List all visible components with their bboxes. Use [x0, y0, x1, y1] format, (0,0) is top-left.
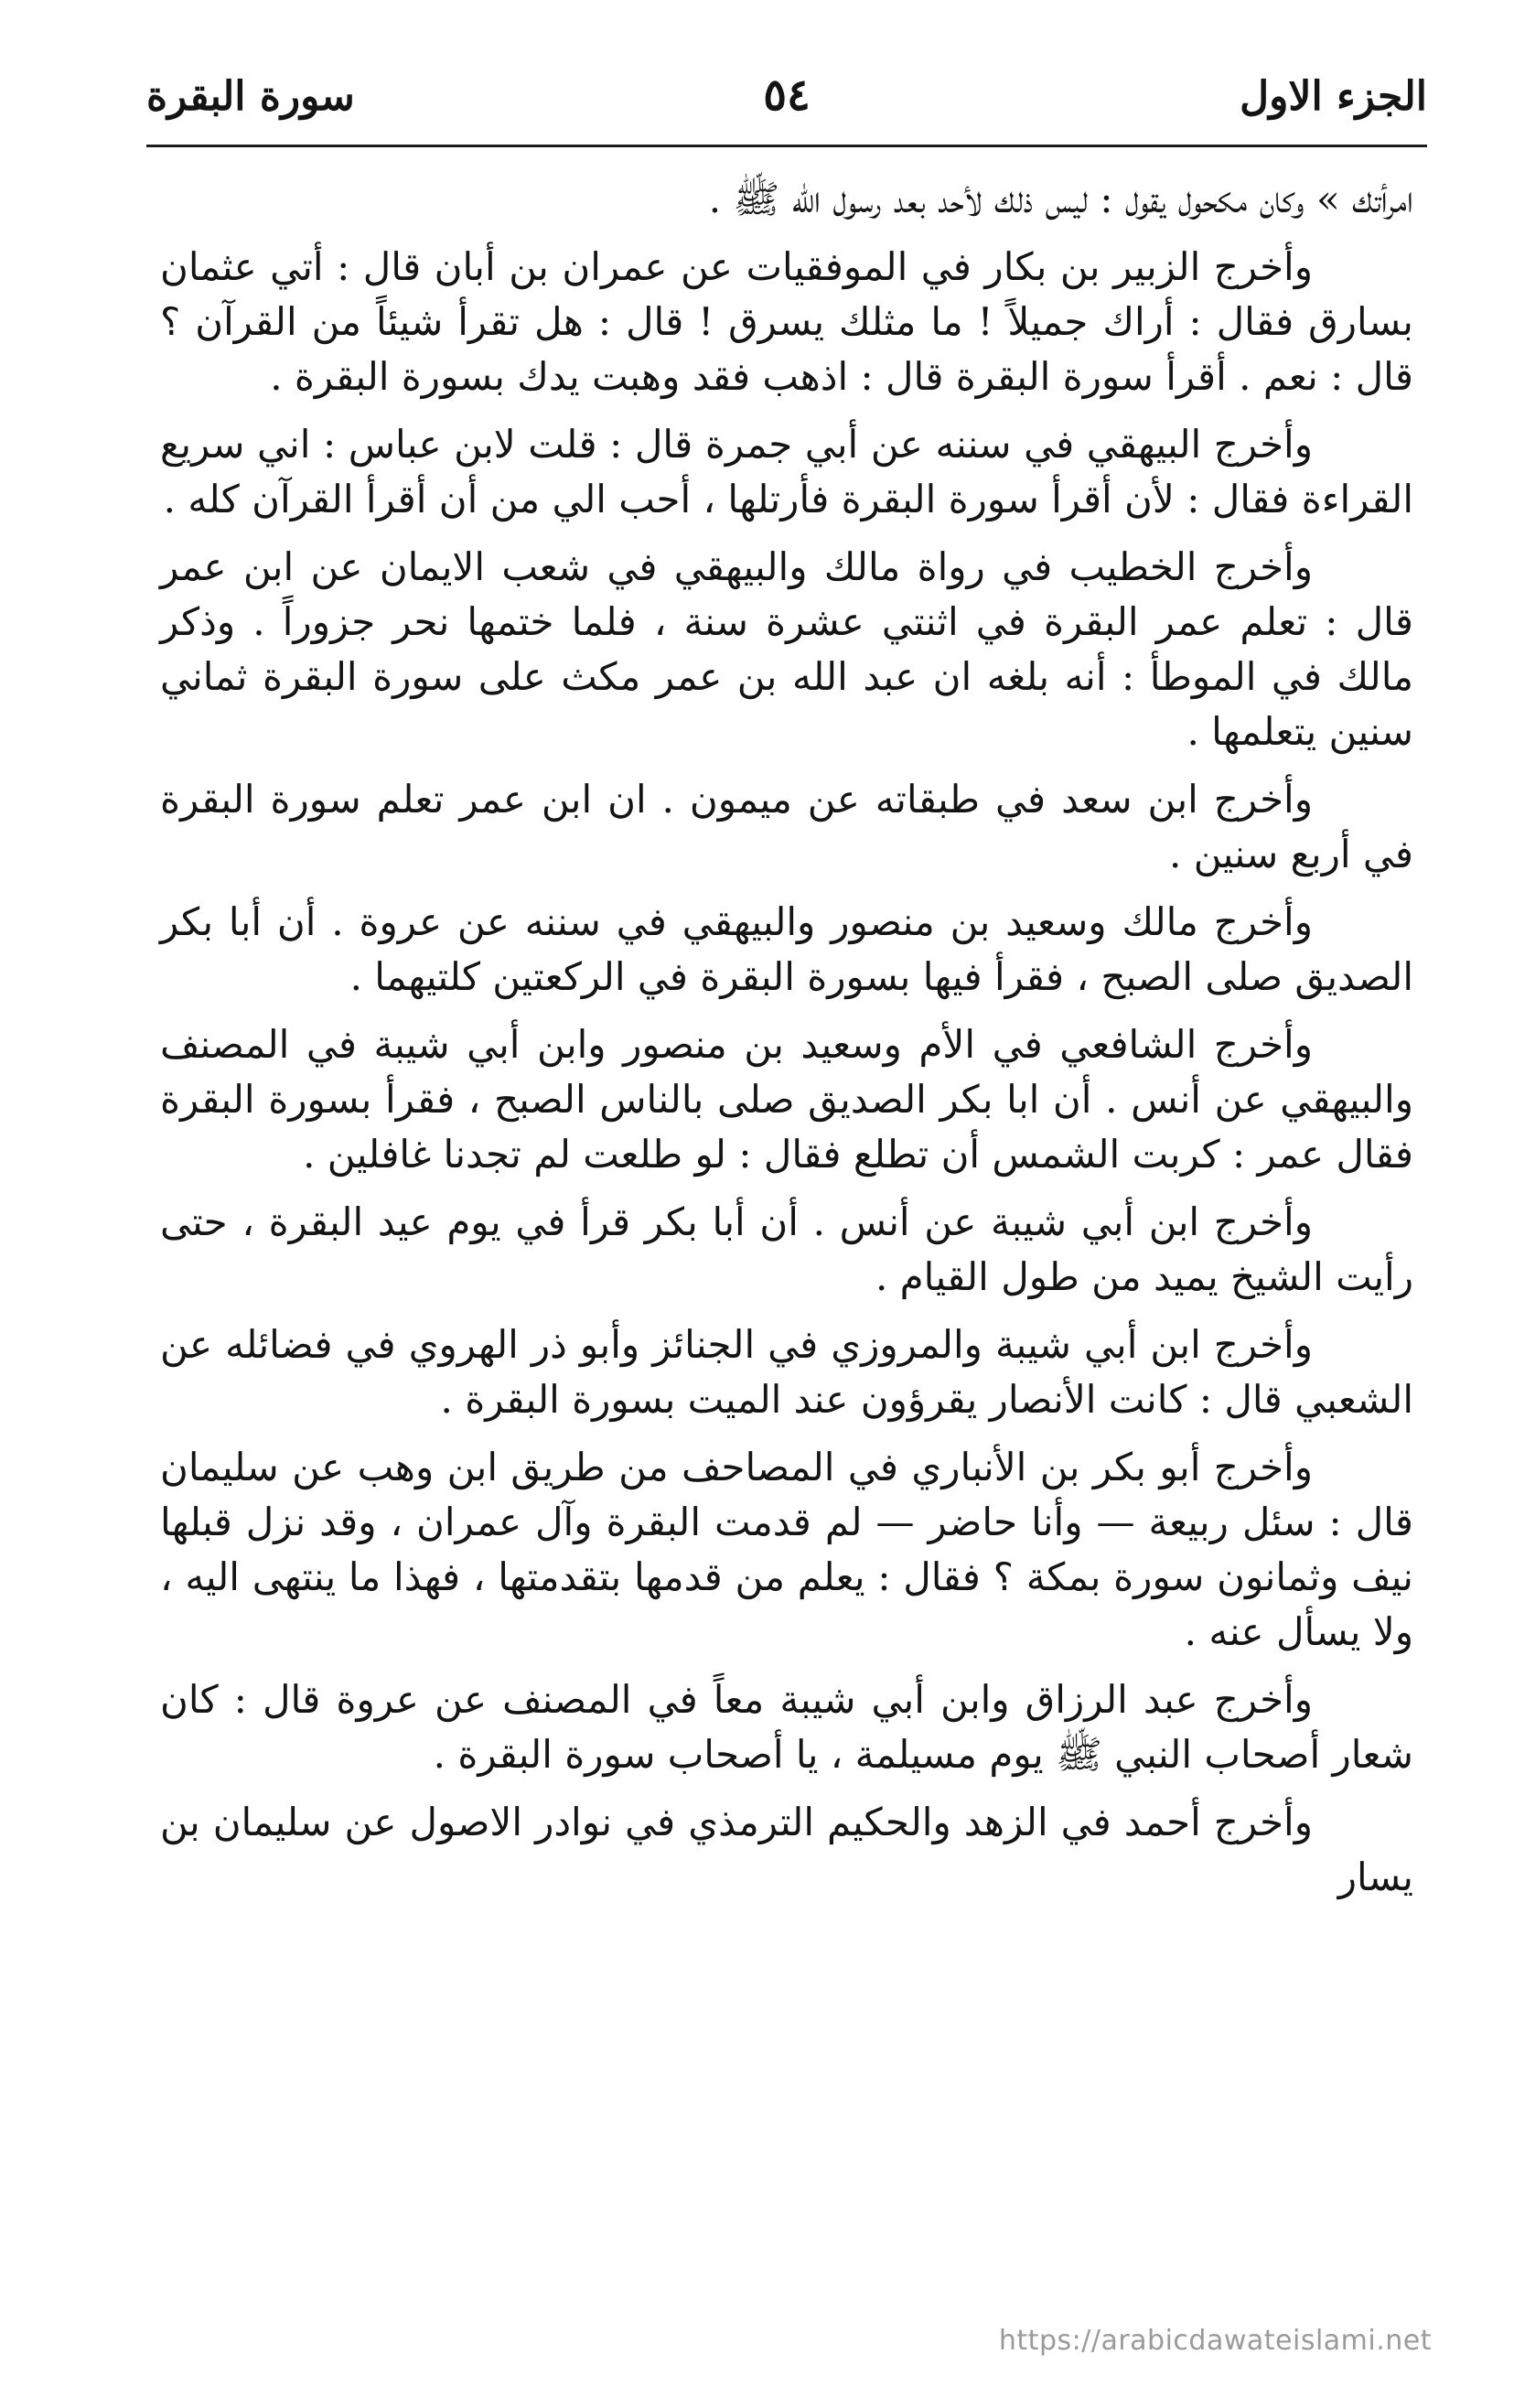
paragraph: وأخرج أحمد في الزهد والحكيم الترمذي في نوادر الاصول عن سليمان بن يسار: [160, 1800, 1413, 1899]
page-header: [146, 57, 1427, 141]
paragraph: وأخرج ابن أبي شيبة والمروزي في الجنائز وأبو ذر الهروي في فضائله عن الشعبي قال : كانت الأنصار يقرؤون عند الميت بسورة البقرة .: [160, 1322, 1413, 1422]
paragraph: وأخرج مالك وسعيد بن منصور والبيهقي في سننه عن عروة . أن أبا بكر الصديق صلى الصبح ، فقرأ فيها بسورة البقرة في الركعتين كلتيهما .: [160, 899, 1413, 999]
paragraph: وأخرج البيهقي في سننه عن أبي جمرة قال : قلت لابن عباس : اني سريع القراءة فقال : لأن أقرأ سورة البقرة فأرتلها ، أحب الي من أن أقرأ القرآن كله .: [160, 422, 1413, 521]
paragraph: وأخرج الزبير بن بكار في الموفقيات عن عمران بن أبان قال : أتي عثمان بسارق فقال : أراك جميلاً ! ما مثلك يسرق ! قال : هل تقرأ شيئاً من القرآن ؟ قال : نعم . أقرأ سورة البقرة قال : اذهب فقد وهبت يدك بسورة البقرة .: [160, 244, 1413, 399]
paragraph: امرأتك » وكان مكحول يقول : ليس ذلك لأحد بعد رسول الله ﷺ .: [708, 177, 1413, 221]
header-rule: [146, 145, 1427, 147]
surah-label: سورة البقرة: [146, 73, 355, 120]
paragraph: وأخرج الخطيب في رواة مالك والبيهقي في شعب الايمان عن ابن عمر قال : تعلم عمر البقرة في اثنتي عشرة سنة ، فلما ختمها نحر جزوراً . وذكر مالك في الموطأ : أنه بلغه ان عبد الله بن عمر مكث على سورة البقرة ثماني سنين يتعلمها .: [160, 544, 1413, 754]
paragraph: وأخرج أبو بكر بن الأنباري في المصاحف من طريق ابن وهب عن سليمان قال : سئل ربيعة — وأنا حاضر — لم قدمت البقرة وآل عمران ، وقد نزل قبلها نيف وثمانون سورة بمكة ؟ فقال : يعلم من قدمها بتقدمتها ، فهذا ما ينتهى اليه ، ولا يسأل عنه .: [160, 1445, 1413, 1654]
paragraph: وأخرج ابن سعد في طبقاته عن ميمون . ان ابن عمر تعلم سورة البقرة في أربع سنين .: [160, 777, 1413, 876]
page-number: ٥٤: [763, 70, 811, 121]
paragraph: وأخرج ابن أبي شيبة عن أنس . أن أبا بكر قرأ في يوم عيد البقرة ، حتى رأيت الشيخ يميد من طول القيام .: [160, 1199, 1413, 1299]
paragraph: وأخرج الشافعي في الأم وسعيد بن منصور وابن أبي شيبة في المصنف والبيهقي عن أنس . أن ابا بكر الصديق صلى بالناس الصبح ، فقرأ بسورة البقرة فقال عمر : كربت الشمس أن تطلع فقال : لو طلعت لم تجدنا غافلين .: [160, 1022, 1413, 1177]
page-body: [160, 172, 1413, 1918]
paragraph: وأخرج عبد الرزاق وابن أبي شيبة معاً في المصنف عن عروة قال : كان شعار أصحاب النبي ﷺ يوم مسيلمة ، يا أصحاب سورة البقرة .: [160, 1677, 1413, 1777]
part-label: الجزء الاول: [1240, 73, 1427, 120]
source-watermark: https://arabicdawateislami.net: [998, 2325, 1432, 2357]
